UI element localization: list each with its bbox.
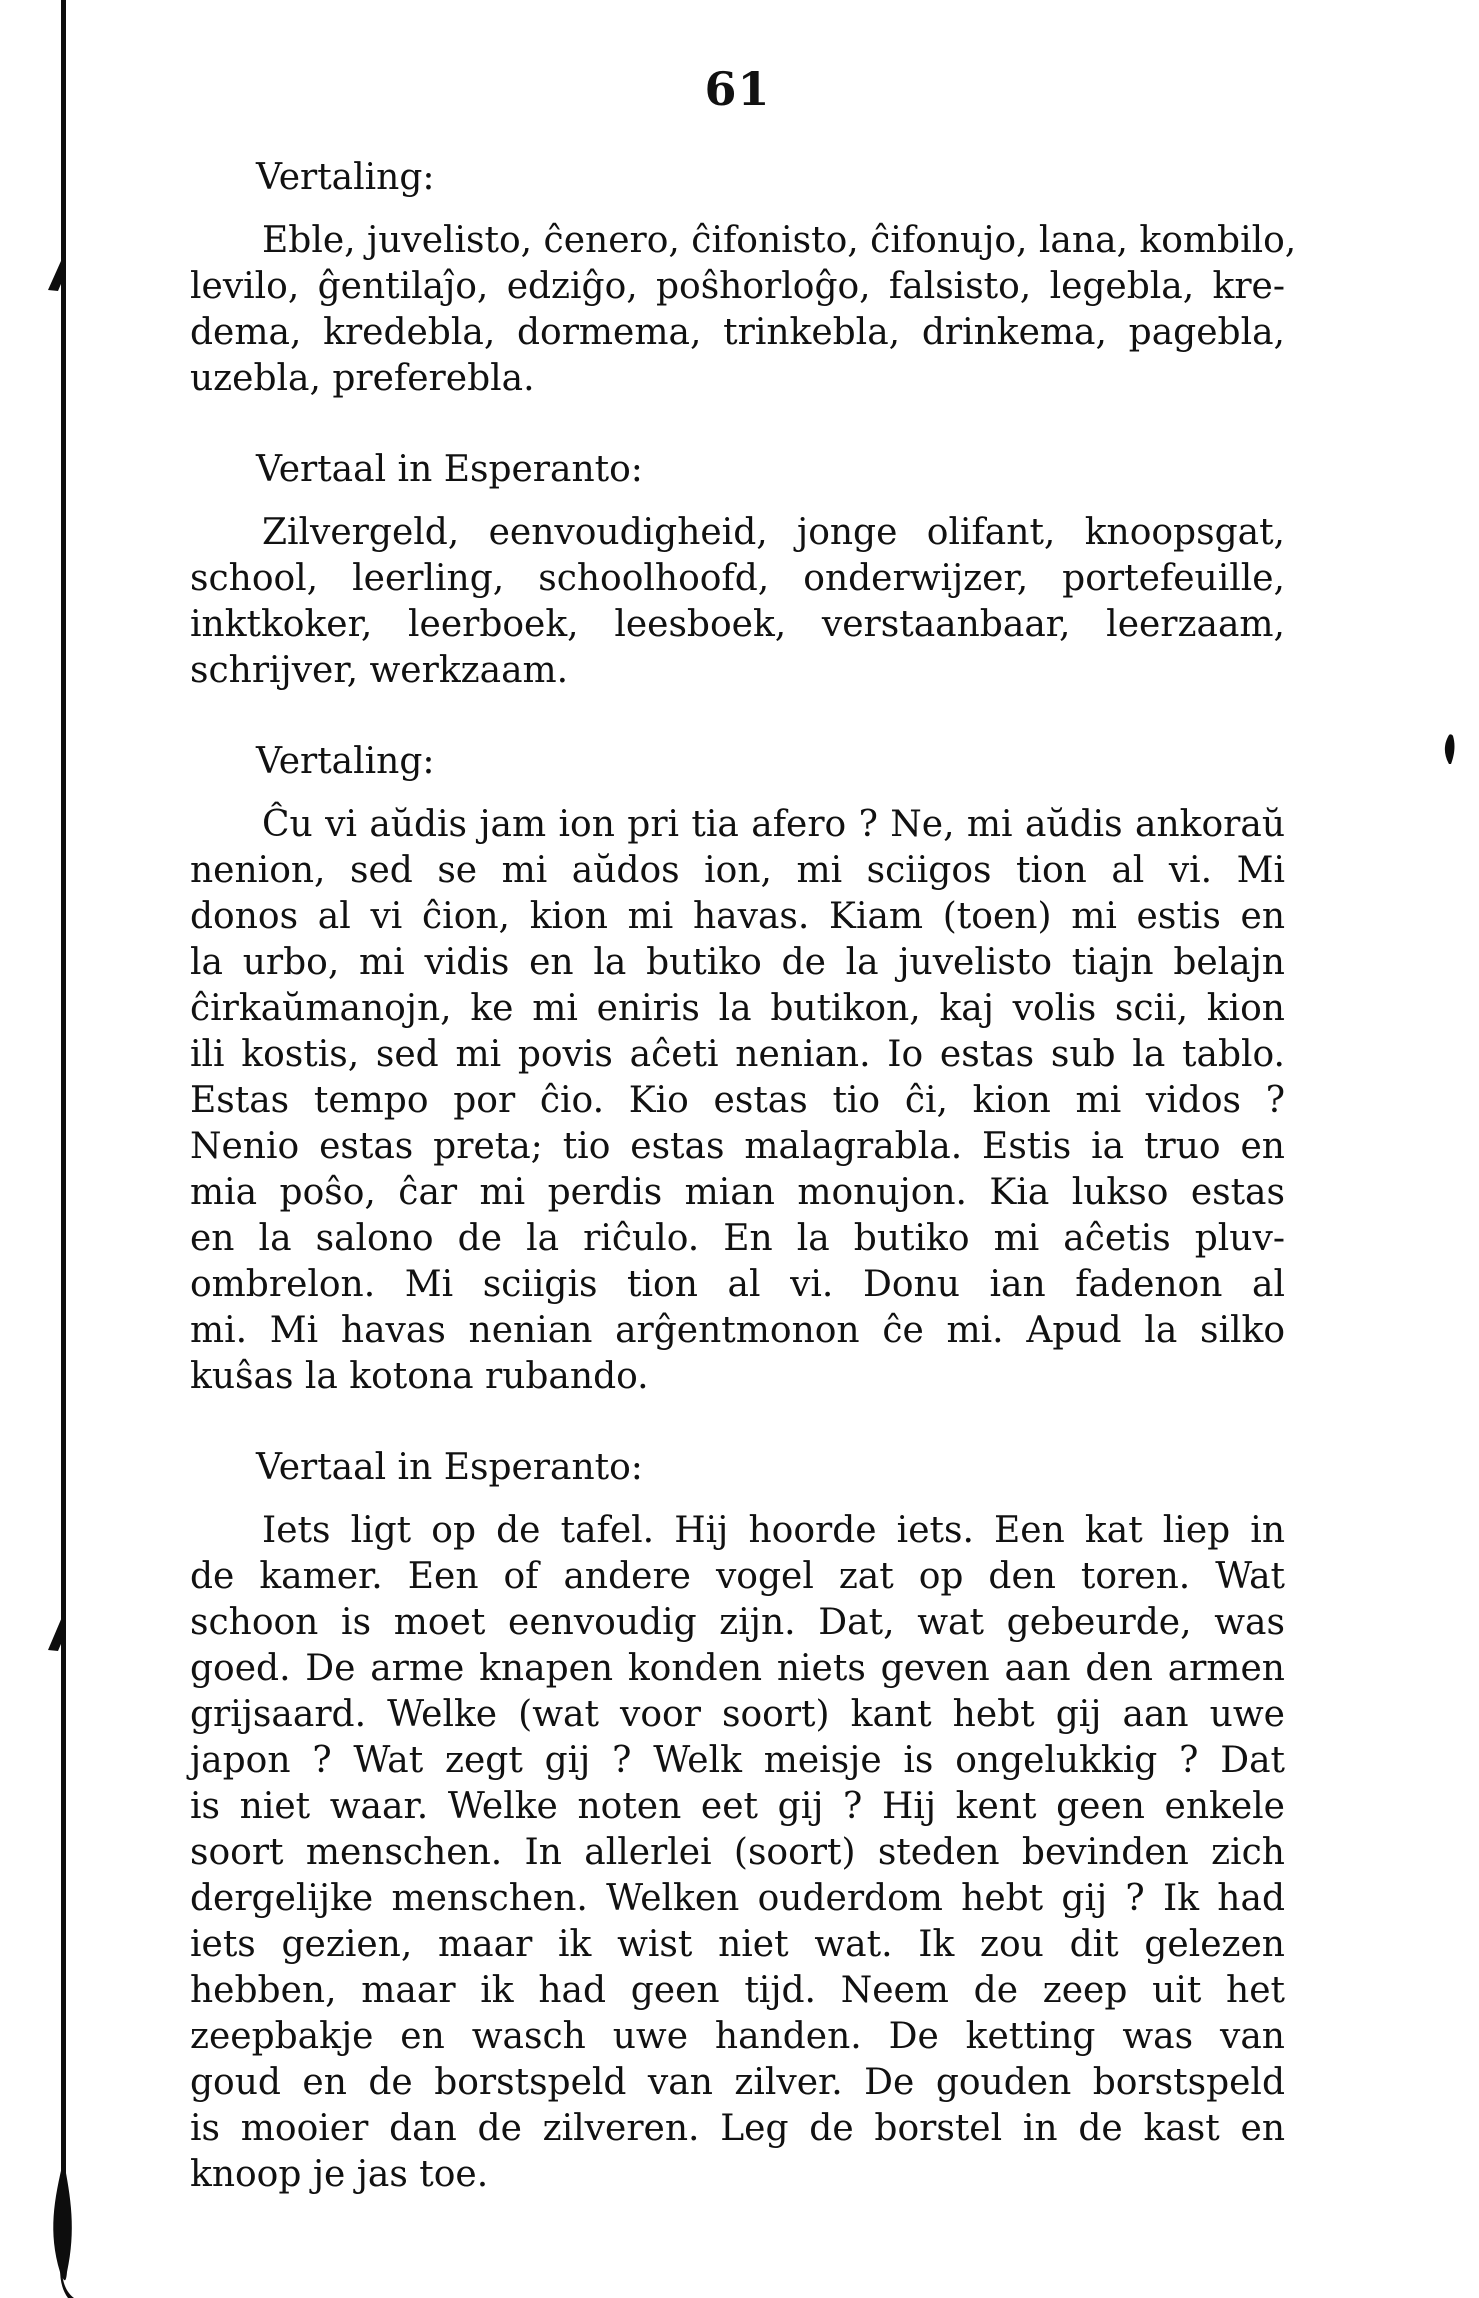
ink-blot-icon — [1440, 733, 1460, 769]
text-line: goud en de borstspeld van zilver. De gouden borstspeld — [190, 2062, 1285, 2103]
text-line: ombrelon. Mi sciigis tion al vi. Donu ian fadenon al — [190, 1264, 1285, 1305]
text-line: kuŝas la kotona rubando. — [190, 1356, 649, 1397]
text-line: ili kostis, sed mi povis aĉeti nenian. Io estas sub la tablo. — [190, 1034, 1285, 1075]
page-number: 61 — [704, 62, 771, 116]
text-line: grijsaard. Welke (wat voor soort) kant hebt gij aan uwe — [190, 1694, 1285, 1735]
text-line: is mooier dan de zilveren. Leg de borstel in de kast en — [190, 2108, 1285, 2149]
text-line: knoop je jas toe. — [190, 2154, 489, 2195]
text-line: soort menschen. In allerlei (soort) steden bevinden zich — [190, 1832, 1285, 1873]
text-line: inktkoker, leerboek, leesboek, verstaanbaar, leerzaam, — [190, 604, 1285, 645]
text-line: nenion, sed se mi aŭdos ion, mi sciigos tion al vi. Mi — [190, 850, 1285, 891]
text-line: japon ? Wat zegt gij ? Welk meisje is ongelukkig ? Dat — [190, 1740, 1285, 1781]
text-line: en la salono de la riĉulo. En la butiko mi aĉetis pluv- — [190, 1218, 1285, 1259]
section-heading: Vertaling: — [256, 157, 435, 198]
left-margin-rule — [0, 0, 110, 2298]
text-line: Eble, juvelisto, ĉenero, ĉifonisto, ĉifonujo, lana, kombilo, — [262, 220, 1297, 261]
text-line: levilo, ĝentilaĵo, edziĝo, poŝhorloĝo, falsisto, legebla, kre- — [190, 266, 1285, 307]
text-line: mi. Mi havas nenian arĝentmonon ĉe mi. Apud la silko — [190, 1310, 1285, 1351]
text-line: hebben, maar ik had geen tijd. Neem de zeep uit het — [190, 1970, 1285, 2011]
text-line: is niet waar. Welke noten eet gij ? Hij kent geen enkele — [190, 1786, 1285, 1827]
section-heading: Vertaal in Esperanto: — [256, 449, 643, 490]
text-column — [190, 110, 1297, 2198]
text-line: school, leerling, schoolhoofd, onderwijzer, portefeuille, — [190, 558, 1285, 599]
text-line: dema, kredebla, dormema, trinkebla, drinkema, pagebla, — [190, 312, 1285, 353]
section-heading: Vertaling: — [256, 741, 435, 782]
vertical-rule — [61, 0, 66, 2268]
text-line: Ĉu vi aŭdis jam ion pri tia afero ? Ne, mi aŭdis ankoraŭ — [262, 804, 1285, 845]
text-line: zeepbakje en wasch uwe handen. De ketting was van — [190, 2016, 1285, 2057]
text-line: mia poŝo, ĉar mi perdis mian monujon. Kia lukso estas — [190, 1172, 1285, 1213]
text-line: ĉirkaŭmanojn, ke mi eniris la butikon, kaj volis scii, kion — [190, 988, 1285, 1029]
text-line: Nenio estas preta; tio estas malagrabla. Estis ia truo en — [190, 1126, 1285, 1167]
text-line: uzebla, preferebla. — [190, 358, 535, 399]
section-heading: Vertaal in Esperanto: — [256, 1447, 643, 1488]
text-line: schrijver, werkzaam. — [190, 650, 569, 691]
rule-tail — [60, 2268, 74, 2298]
text-line: donos al vi ĉion, kion mi havas. Kiam (toen) mi estis en — [190, 896, 1285, 937]
text-line: schoon is moet eenvoudig zijn. Dat, wat gebeurde, was — [190, 1602, 1285, 1643]
text-line: de kamer. Een of andere vogel zat op den toren. Wat — [190, 1556, 1285, 1597]
text-line: Zilvergeld, eenvoudigheid, jonge olifant, knoopsgat, — [262, 512, 1285, 553]
text-line: iets gezien, maar ik wist niet wat. Ik zou dit gelezen — [190, 1924, 1285, 1965]
text-line: Estas tempo por ĉio. Kio estas tio ĉi, kion mi vidos ? — [190, 1080, 1285, 1121]
text-line: goed. De arme knapen konden niets geven aan den armen — [190, 1648, 1285, 1689]
arrowhead-nib-icon — [53, 2160, 72, 2280]
text-line: dergelijke menschen. Welken ouderdom hebt gij ? Ik had — [190, 1878, 1285, 1919]
text-line: la urbo, mi vidis en la butiko de la juvelisto tiajn belajn — [190, 942, 1285, 983]
text-line: Iets ligt op de tafel. Hij hoorde iets. Een kat liep in — [262, 1510, 1285, 1551]
